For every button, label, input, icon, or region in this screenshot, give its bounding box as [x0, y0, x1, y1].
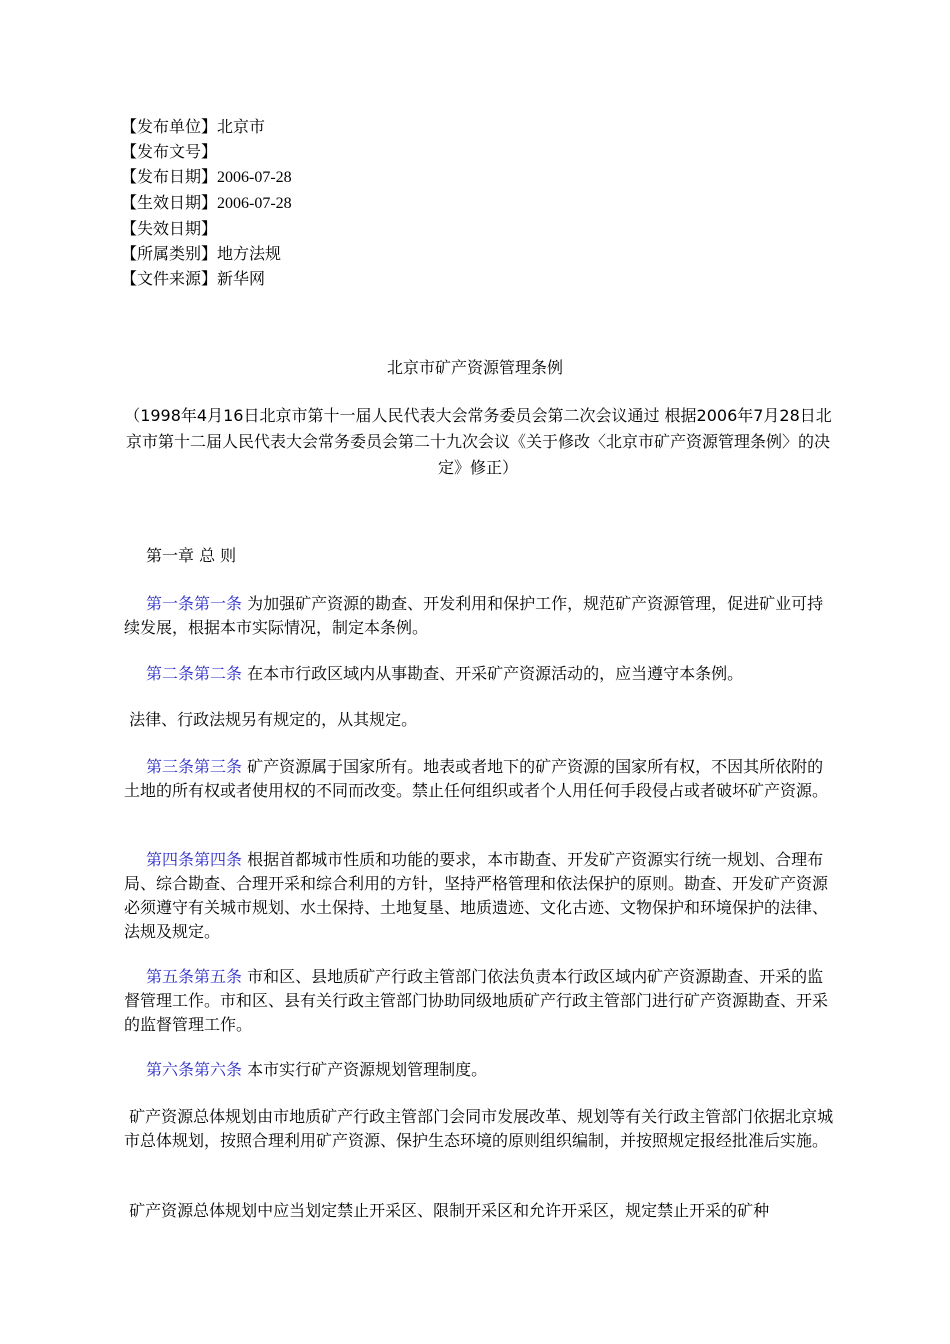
article-text: 在本市行政区域内从事勘查、开采矿产资源活动的，应当遵守本条例。: [247, 664, 744, 683]
meta-row-expiry-date: [121, 216, 292, 241]
document-subtitle: （1998年4月16日北京市第十一届人民代表大会常务委员会第二次会议通过 根据2006年7月28日北京市第十二届人民代表大会常务委员会第二十九次会议《关于修改〈北京市矿产资源管理条例〉的决定》修正）: [124, 406, 832, 477]
article-number: 第一条第一条: [146, 594, 243, 613]
chapter-heading: [124, 544, 834, 568]
meta-row-issuer: [121, 114, 292, 139]
article-text: 本市实行矿产资源规划管理制度。: [247, 1060, 488, 1079]
meta-row-category: [121, 241, 292, 266]
article-number: 第五条第五条: [146, 967, 243, 986]
meta-key: 【发布单位】: [121, 117, 218, 136]
article-4: [124, 848, 834, 944]
meta-row-issue-date: [121, 164, 292, 190]
chapter-title: 第一章 总 则: [146, 546, 237, 565]
meta-key: 【生效日期】: [121, 193, 218, 212]
article-number: 第四条第四条: [146, 850, 243, 869]
meta-key: 【失效日期】: [121, 219, 218, 238]
article-text: 根据首都城市性质和功能的要求，本市勘查、开发矿产资源实行统一规划、合理布局、综合勘查、合理开采和综合利用的方针，坚持严格管理和依法保护的原则。勘查、开发矿产资源必须遵守有关城市规划、水土保持、土地复垦、地质遗迹、文化古迹、文物保护和环境保护的法律、法规及规定。: [124, 850, 829, 941]
article-number: 第三条第三条: [146, 757, 243, 776]
article-number: 第六条第六条: [146, 1060, 243, 1079]
article-text: 为加强矿产资源的勘查、开发利用和保护工作，规范矿产资源管理，促进矿业可持续发展，根据本市实际情况，制定本条例。: [124, 594, 824, 637]
meta-value: 新华网: [217, 269, 266, 288]
meta-key: 【发布文号】: [121, 142, 218, 161]
article-text: 矿产资源属于国家所有。地表或者地下的矿产资源的国家所有权，不因其所依附的土地的所有权或者使用权的不同而改变。禁止任何组织或者个人用任何手段侵占或者破坏矿产资源。: [124, 757, 829, 800]
meta-row-doc-number: [121, 139, 292, 164]
paragraph-text: 法律、行政法规另有规定的，从其规定。: [129, 710, 418, 729]
meta-value: 2006-07-28: [217, 169, 292, 186]
meta-key: 【文件来源】: [121, 269, 218, 288]
document-metadata: [121, 114, 292, 291]
paragraph-text: 矿产资源总体规划中应当划定禁止开采区、限制开采区和允许开采区，规定禁止开采的矿种: [129, 1201, 770, 1220]
article-2: [124, 662, 834, 686]
paragraph-text: 矿产资源总体规划由市地质矿产行政主管部门会同市发展改革、规划等有关行政主管部门依据北京城市总体规划，按照合理利用矿产资源、保护生态环境的原则组织编制，并按照规定报经批准后实施。: [124, 1107, 834, 1150]
meta-value: 地方法规: [217, 244, 282, 263]
meta-row-effective-date: [121, 190, 292, 216]
article-number: 第二条第二条: [146, 664, 243, 683]
meta-key: 【发布日期】: [121, 167, 218, 186]
meta-value: 2006-07-28: [217, 195, 292, 212]
article-3: [124, 755, 834, 803]
paragraph: [124, 1105, 834, 1153]
paragraph: [124, 1199, 834, 1223]
meta-row-source: [121, 266, 292, 291]
article-5: [124, 965, 834, 1037]
meta-value: 北京市: [217, 117, 266, 136]
paragraph: [124, 708, 834, 732]
article-1: [124, 592, 834, 640]
article-6: [124, 1058, 834, 1082]
meta-key: 【所属类别】: [121, 244, 218, 263]
document-title: 北京市矿产资源管理条例: [386, 358, 563, 377]
article-text: 市和区、县地质矿产行政主管部门依法负责本行政区域内矿产资源勘查、开采的监督管理工作。市和区、县有关行政主管部门协助同级地质矿产行政主管部门进行矿产资源勘查、开采的监督管理工作。: [124, 967, 829, 1034]
